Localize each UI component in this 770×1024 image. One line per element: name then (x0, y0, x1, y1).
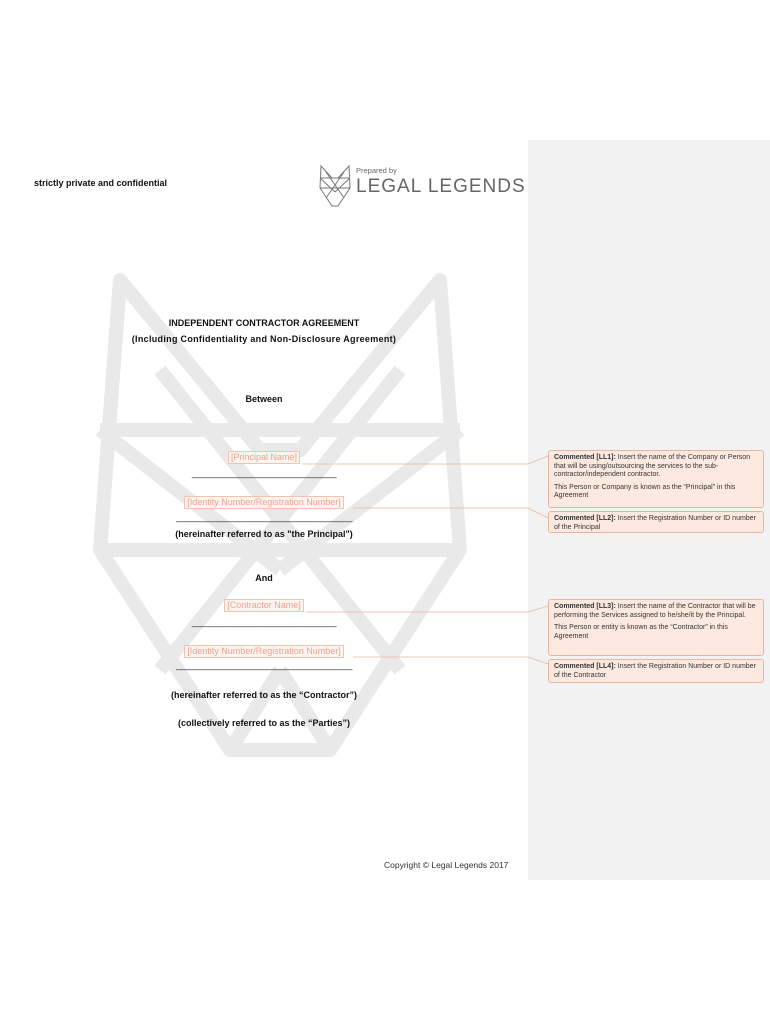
comment-margin-pane (528, 140, 770, 880)
legal-legends-logo (318, 164, 526, 214)
between-heading: Between (245, 394, 283, 404)
comment-text: Insert the Registration Number or ID number of the Principal (554, 515, 756, 531)
comment-extra: This Person or entity is known as the “Contractor” in this Agreement (554, 624, 728, 640)
contractor-id-placeholder[interactable]: [Identity Number/Registration Number] (184, 645, 344, 658)
comment-text: Insert the name of the Company or Person that will be using/outsourcing the services to the sub-contractor/independent contractor. (554, 454, 751, 479)
principal-reference: (hereinafter referred to as "the Principal") (175, 529, 353, 539)
agreement-title: INDEPENDENT CONTRACTOR AGREEMENT (168, 318, 360, 328)
contractor-name-line: ________________________________ (191, 617, 337, 627)
logo-name: LEGAL LEGENDS (356, 176, 526, 197)
contractor-id-line: _______________________________________ (176, 660, 352, 670)
comment-text: Insert the Registration Number or ID number of the Contractor (554, 663, 756, 679)
comment-label: Commented [LL3]: (554, 603, 616, 610)
principal-id-line: _______________________________________ (176, 512, 352, 522)
and-heading: And (255, 573, 273, 583)
comment-ll1[interactable] (548, 450, 764, 508)
parties-reference: (collectively referred to as the “Parties”) (177, 718, 351, 728)
comment-label: Commented [LL4]: (554, 663, 616, 670)
contractor-reference: (hereinafter referred to as the “Contractor”) (170, 690, 358, 700)
comment-extra: This Person or Company is known as the “Principal” in this Agreement (554, 483, 736, 500)
comment-label: Commented [LL2]: (554, 515, 616, 522)
contractor-name-placeholder[interactable]: [Contractor Name] (224, 599, 304, 612)
principal-name-line: ________________________________ (191, 468, 337, 478)
principal-id-placeholder[interactable]: [Identity Number/Registration Number] (184, 496, 344, 509)
comment-ll4[interactable] (548, 659, 764, 683)
confidentiality-notice: strictly private and confidential (34, 178, 168, 188)
comment-ll2[interactable] (548, 511, 764, 533)
logo-prepared-by: Prepared by (356, 166, 397, 175)
agreement-subtitle: (Including Confidentiality and Non-Disclosure Agreement) (131, 334, 397, 344)
comment-label: Commented [LL1]: (554, 454, 616, 461)
fox-logo-icon (318, 164, 352, 208)
comment-ll3[interactable] (548, 599, 764, 656)
principal-name-placeholder[interactable]: [Principal Name] (228, 451, 300, 464)
comment-text: Insert the name of the Contractor that will be performing the Services assigned to he/she/it by the Principal. (554, 603, 756, 619)
copyright-notice: Copyright © Legal Legends 2017 (384, 860, 509, 870)
